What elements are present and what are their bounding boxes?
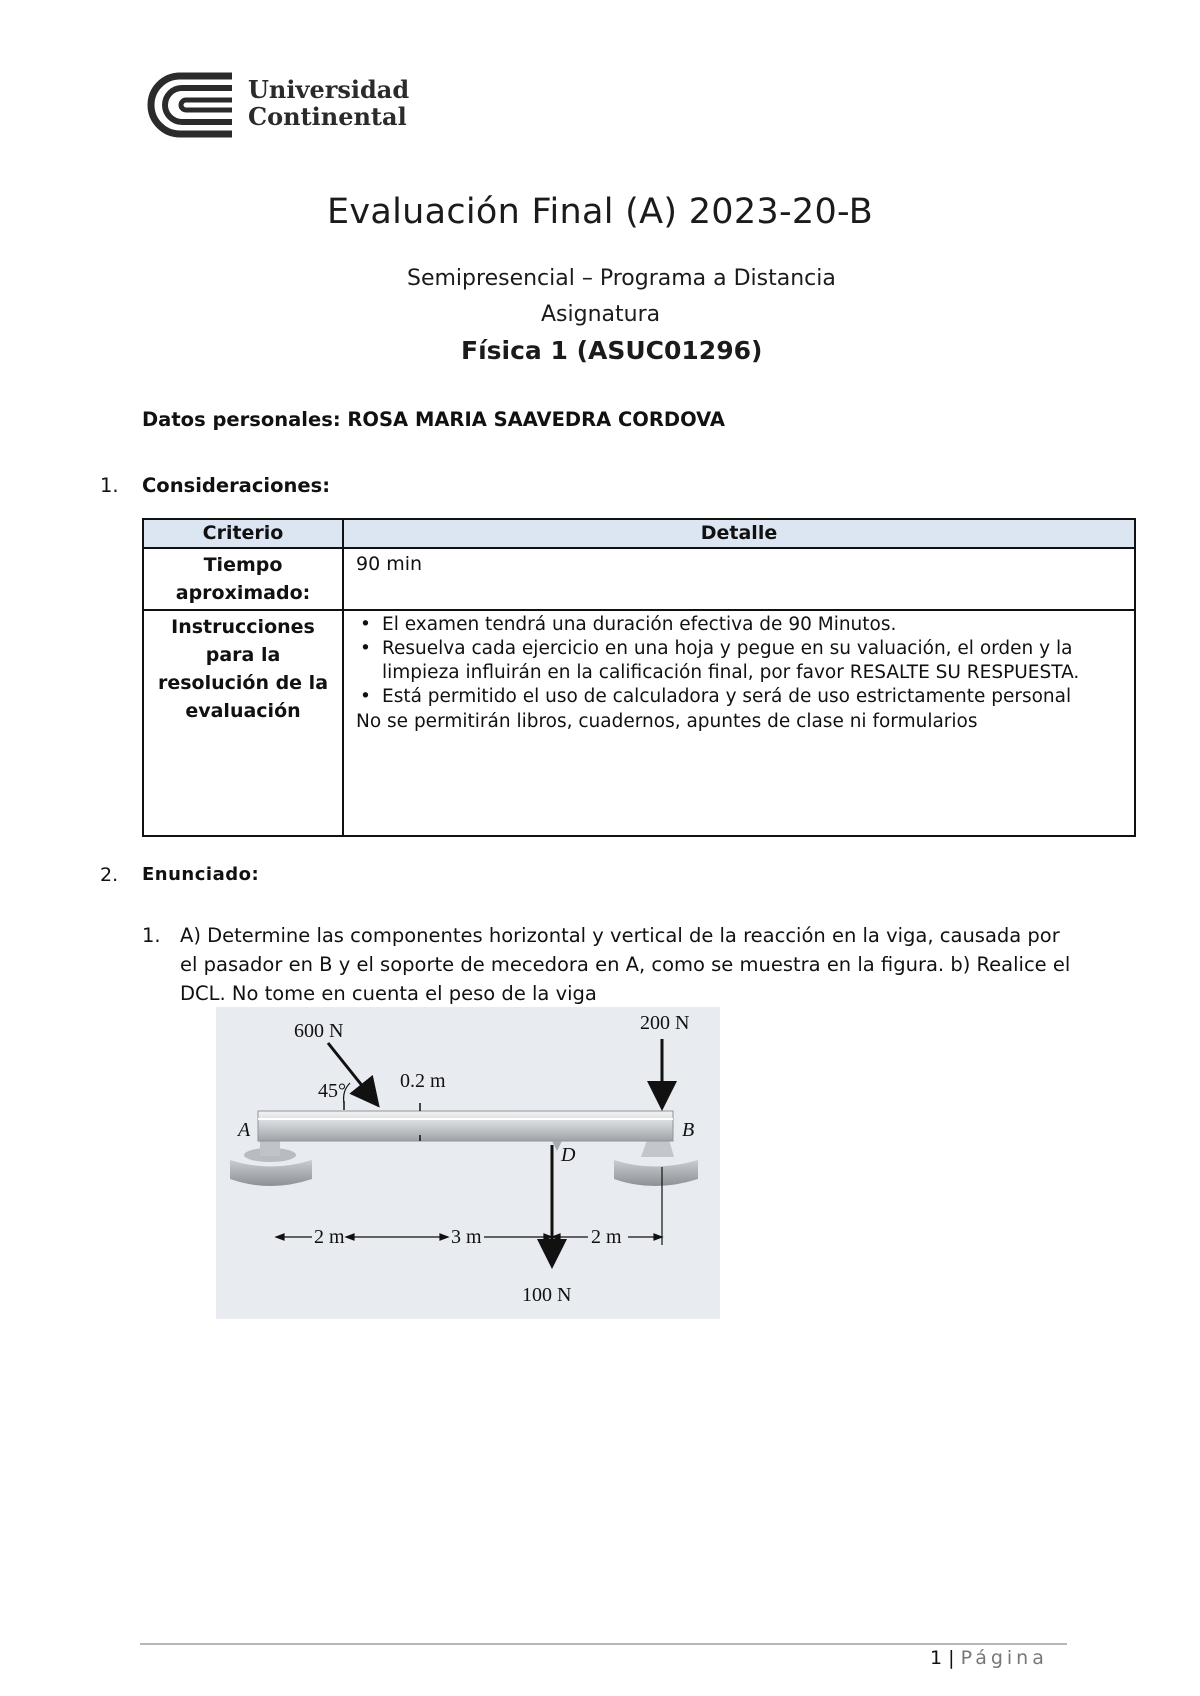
personal-data	[142, 408, 725, 431]
label-100n: 100 N	[522, 1284, 572, 1306]
label-dim-3: 2 m	[591, 1226, 622, 1248]
beam-figure	[216, 1007, 720, 1319]
label-a: A	[238, 1119, 251, 1141]
footer-separator: |	[948, 1647, 955, 1669]
list-item: • El examen tendrá una duración efectiva de 90 Minutos.	[382, 613, 1122, 637]
footer-divider	[140, 1643, 1067, 1645]
page-word: Página	[960, 1647, 1048, 1669]
section-2-number: 2.	[100, 864, 119, 886]
label-dim-2: 3 m	[451, 1226, 482, 1248]
student-name: ROSA MARIA SAAVEDRA CORDOVA	[347, 408, 725, 431]
page-footer	[930, 1647, 1048, 1669]
table-header-row	[143, 519, 1135, 548]
section-1-title: Consideraciones:	[142, 474, 330, 497]
label-d: D	[561, 1144, 576, 1166]
asignatura-label: Asignatura	[541, 302, 661, 327]
course-title: Física 1 (ASUC01296)	[461, 336, 763, 365]
label-600n: 600 N	[294, 1020, 344, 1042]
header-criterio: Criterio	[143, 519, 343, 548]
page-number: 1	[930, 1647, 943, 1669]
subtitle: Semipresencial – Programa a Distancia	[407, 266, 836, 291]
table-row	[143, 610, 1135, 836]
university-logo	[140, 70, 410, 140]
list-item: • Está permitido el uso de calculadora y será de uso estrictamente personal	[382, 685, 1122, 709]
label-offset: 0.2 m	[400, 1070, 446, 1092]
logo-line-1: Universidad	[248, 75, 410, 104]
page-title: Evaluación Final (A) 2023-20-B	[326, 192, 874, 232]
logo-text	[248, 76, 409, 130]
detalle-instrucciones	[343, 610, 1135, 836]
label-dim-1: 2 m	[314, 1226, 345, 1248]
problem-text: A) Determine las componentes horizontal y vertical de la reacción en la viga, causada por el pasador en B y el soporte de mecedora en A, como se muestra en la figura. b) Realice el DCL. No tome en cuenta el peso de la viga	[180, 924, 1071, 1005]
criterio-tiempo: Tiempo aproximado:	[143, 548, 343, 610]
list-item: • Resuelva cada ejercicio en una hoja y pegue en su valuación, el orden y la limpieza influirán en la calificación final, por favor RESALTE SU RESPUESTA.	[382, 637, 1122, 685]
label-b: B	[682, 1119, 695, 1141]
beam-diagram	[216, 1007, 720, 1319]
section-2-title: Enunciado:	[142, 864, 260, 885]
criterio-instrucciones: Instrucciones para la resolución de la evaluación	[143, 610, 343, 836]
personal-data-label: Datos personales:	[142, 408, 341, 431]
label-200n: 200 N	[640, 1012, 690, 1034]
table-row	[143, 548, 1135, 610]
instructions-note: No se permitirán libros, cuadernos, apuntes de clase ni formularios	[356, 711, 978, 732]
criteria-table	[142, 518, 1136, 837]
beam	[258, 1111, 673, 1141]
logo-mark-icon	[140, 70, 236, 140]
section-1-number: 1.	[100, 474, 119, 497]
label-angle: 45°	[318, 1080, 346, 1102]
logo-line-2: Continental	[248, 102, 407, 131]
problem-number: 1.	[142, 924, 161, 947]
header-detalle: Detalle	[343, 519, 1135, 548]
instructions-list	[356, 613, 1122, 709]
detalle-tiempo: 90 min	[343, 548, 1135, 610]
